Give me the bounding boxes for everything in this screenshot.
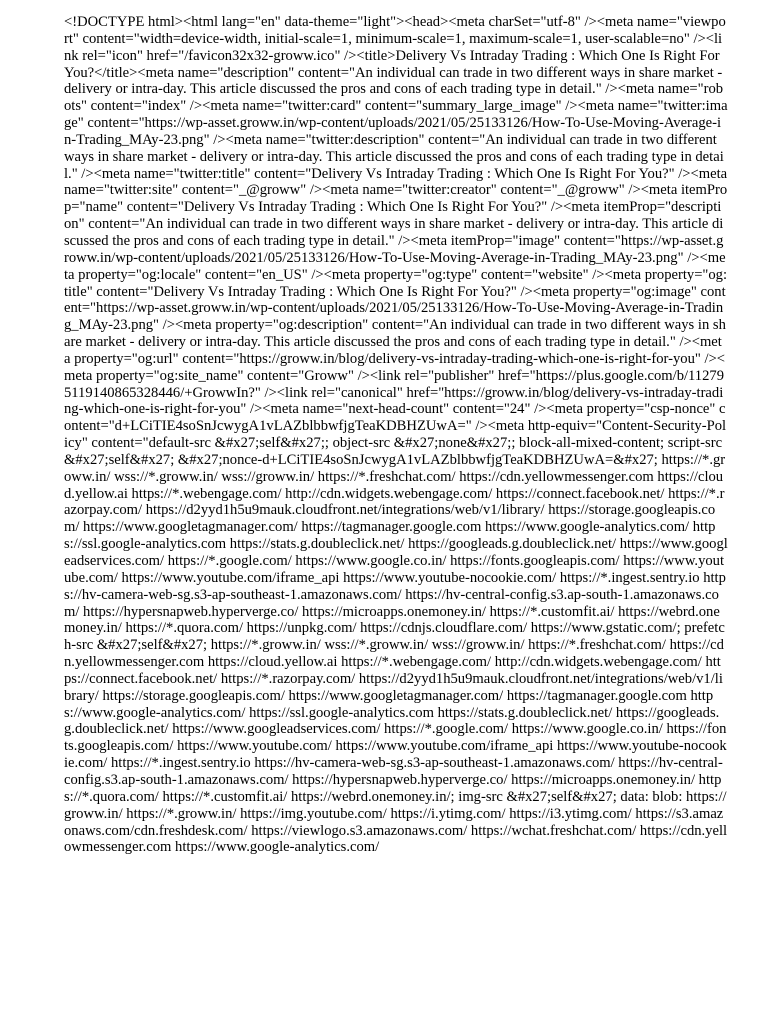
document-page bbox=[64, 14, 728, 1014]
html-source-text: <!DOCTYPE html><html lang="en" data-theme="light"><head><meta charSet="utf-8" /><meta name="viewport" content="width=device-width, initial-scale=1, minimum-scale=1, maximum-scale=1, user-scalable=no" /><link rel="icon" href="/favicon32x32-groww.ico" /><title>Delivery Vs Intraday Trading : Which One Is Right For You?</title><meta name="description" content="An individual can trade in two different ways in share market - delivery or intra-day. This article discussed the pros and cons of each trading type in detail." /><meta name="robots" content="index" /><meta name="twitter:card" content="summary_large_image" /><meta name="twitter:image" content="https://wp-asset.groww.in/wp-content/uploads/2021/05/25133126/How-To-Use-Moving-Average-in-Trading_MAy-23.png" /><meta name="twitter:description" content="An individual can trade in two different ways in share market - delivery or intra-day. This article discussed the pros and cons of each trading type in detail." /><meta name="twitter:title" content="Delivery Vs Intraday Trading : Which One Is Right For You?" /><meta name="twitter:site" content="_@groww" /><meta name="twitter:creator" content="_@groww" /><meta itemProp="name" content="Delivery Vs Intraday Trading : Which One Is Right For You?" /><meta itemProp="description" content="An individual can trade in two different ways in share market - delivery or intra-day. This article discussed the pros and cons of each trading type in detail." /><meta itemProp="image" content="https://wp-asset.groww.in/wp-content/uploads/2021/05/25133126/How-To-Use-Moving-Average-in-Trading_MAy-23.png" /><meta property="og:locale" content="en_US" /><meta property="og:type" content="website" /><meta property="og:title" content="Delivery Vs Intraday Trading : Which One Is Right For You?" /><meta property="og:image" content="https://wp-asset.groww.in/wp-content/uploads/2021/05/25133126/How-To-Use-Moving-Average-in-Trading_MAy-23.png" /><meta property="og:description" content="An individual can trade in two different ways in share market - delivery or intra-day. This article discussed the pros and cons of each trading type in detail." /><meta property="og:url" content="https://groww.in/blog/delivery-vs-intraday-trading-which-one-is-right-for-you" /><meta property="og:site_name" content="Groww" /><link rel="publisher" href="https://plus.google.com/b/112795119140865328446/+GrowwIn?" /><link rel="canonical" href="https://groww.in/blog/delivery-vs-intraday-trading-which-one-is-right-for-you" /><meta name="next-head-count" content="24" /><meta property="csp-nonce" content="d+LCiTIE4soSnJcwygA1vLAZblbbwfjgTeaKDBHZUwA=" /><meta http-equiv="Content-Security-Policy" content="default-src &#x27;self&#x27;; object-src &#x27;none&#x27;; block-all-mixed-content; script-src &#x27;self&#x27; &#x27;nonce-d+LCiTIE4soSnJcwygA1vLAZblbbwfjgTeaKDBHZUwA=&#x27; https://*.groww.in/ wss://*.groww.in/ wss://groww.in/ https://*.freshchat.com/ https://cdn.yellowmessenger.com https://cloud.yellow.ai https://*.webengage.com/ http://cdn.widgets.webengage.com/ https://connect.facebook.net/ https://*.razorpay.com/ https://d2yyd1h5u9mauk.cloudfront.net/integrations/web/v1/library/ https://storage.googleapis.com/ https://www.googletagmanager.com/ https://tagmanager.google.com https://www.google-analytics.com/ https://ssl.google-analytics.com https://stats.g.doubleclick.net/ https://googleads.g.doubleclick.net/ https://www.googleadservices.com/ https://*.google.com/ https://www.google.co.in/ https://fonts.googleapis.com/ https://www.youtube.com/ https://www.youtube.com/iframe_api https://www.youtube-nocookie.com/ https://*.ingest.sentry.io https://hv-camera-web-sg.s3-ap-southeast-1.amazonaws.com/ https://hv-central-config.s3.ap-south-1.amazonaws.com/ https://hypersnapweb.hyperverge.co/ https://microapps.onemoney.in/ https://*.customfit.ai/ https://webrd.onemoney.in/ https://*.quora.com/ https://unpkg.com/ https://cdnjs.cloudflare.com/ https://www.gstatic.com/; prefetch-src &#x27;self&#x27; https://*.groww.in/ wss://*.groww.in/ wss://groww.in/ https://*.freshchat.com/ https://cdn.yellowmessenger.com https://cloud.yellow.ai https://*.webengage.com/ http://cdn.widgets.webengage.com/ https://connect.facebook.net/ https://*.razorpay.com/ https://d2yyd1h5u9mauk.cloudfront.net/integrations/web/v1/library/ https://storage.googleapis.com/ https://www.googletagmanager.com/ https://tagmanager.google.com https://www.google-analytics.com/ https://ssl.google-analytics.com https://stats.g.doubleclick.net/ https://googleads.g.doubleclick.net/ https://www.googleadservices.com/ https://*.google.com/ https://www.google.co.in/ https://fonts.googleapis.com/ https://www.youtube.com/ https://www.youtube.com/iframe_api https://www.youtube-nocookie.com/ https://*.ingest.sentry.io https://hv-camera-web-sg.s3-ap-southeast-1.amazonaws.com/ https://hv-central-config.s3.ap-south-1.amazonaws.com/ https://hypersnapweb.hyperverge.co/ https://microapps.onemoney.in/ https://*.quora.com/ https://*.customfit.ai/ https://webrd.onemoney.in/; img-src &#x27;self&#x27; data: blob: https://groww.in/ https://*.groww.in/ https://img.youtube.com/ https://i.ytimg.com/ https://i3.ytimg.com/ https://s3.amazonaws.com/cdn.freshdesk.com/ https://viewlogo.s3.amazonaws.com/ https://wchat.freshchat.com/ https://cdn.yellowmessenger.com https://www.google-analytics.com/ bbox=[64, 14, 728, 856]
